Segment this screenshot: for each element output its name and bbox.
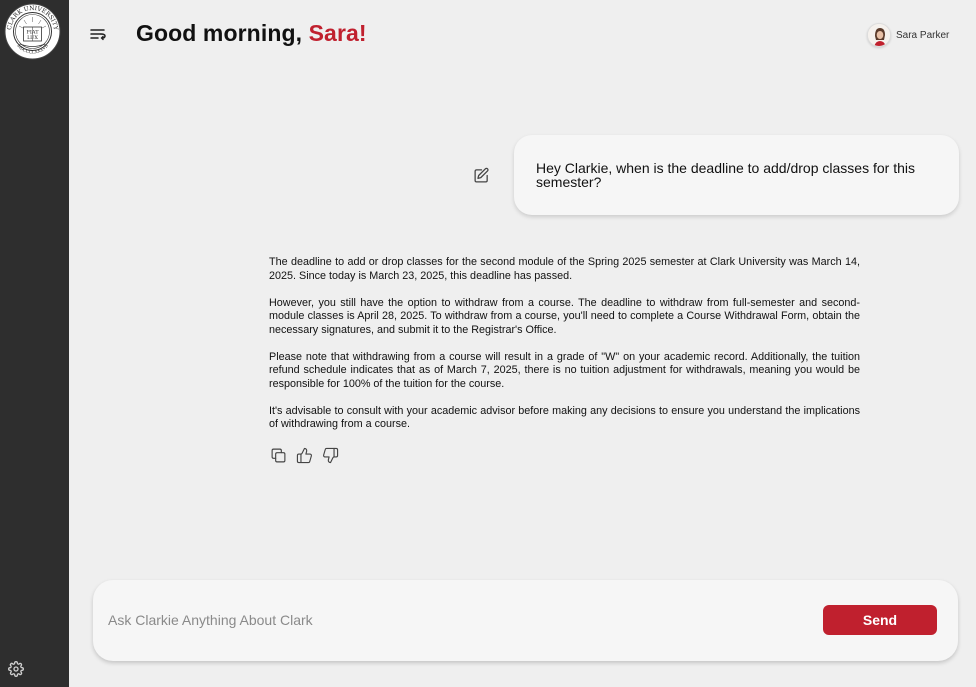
response-paragraph: Please note that withdrawing from a course will result in a grade of "W" on your academic record. Additionally, the tuition refund schedule indicates that as of March 7, 2025, there is no tuition adjustment for withdrawals, meaning you would be responsible for 100% of the tuition for the course. — [269, 350, 860, 390]
thumbs-up-icon[interactable] — [296, 447, 313, 464]
user-message-text: Hey Clarkie, when is the deadline to add/drop classes for this semester? — [536, 160, 915, 190]
thumbs-down-icon[interactable] — [322, 447, 339, 464]
menu-icon[interactable] — [89, 26, 107, 42]
greeting-title — [136, 20, 367, 47]
response-paragraph: The deadline to add or drop classes for the second module of the Spring 2025 semester at Clark University was March 14, 2025. Since today is March 23, 2025, this deadline has passed. — [269, 256, 860, 282]
response-actions — [270, 447, 339, 465]
response-paragraph: However, you still have the option to withdraw from a course. The deadline to withdraw from full-semester and second-module classes is April 28, 2025. To withdraw from a course, you'll need to complete a Course Withdrawal Form, obtain the necessary signatures, and submit it to the Registrar's Office. — [269, 296, 860, 336]
logo-text-top: CLARK UNIVERSITY — [5, 4, 59, 31]
svg-text:LUX: LUX — [27, 35, 38, 41]
greeting-name: Sara! — [308, 20, 367, 46]
user-profile[interactable] — [867, 22, 949, 48]
svg-text:FIAT: FIAT — [26, 29, 39, 36]
sidebar — [0, 0, 69, 687]
response-paragraph: It's advisable to consult with your academic advisor before making any decisions to ensure you understand the implications of withdrawing from a course. — [269, 404, 860, 430]
chat-input[interactable] — [108, 610, 808, 630]
user-name: Sara Parker — [896, 29, 950, 41]
composer — [93, 580, 958, 661]
assistant-response — [269, 256, 860, 445]
clark-university-seal-icon[interactable] — [4, 3, 61, 60]
avatar[interactable] — [867, 23, 891, 47]
logo-year: MDCCCLXXXVII — [15, 43, 50, 56]
greeting-prefix: Good morning, — [136, 20, 309, 46]
copy-icon[interactable] — [270, 447, 287, 464]
send-button[interactable]: Send — [823, 605, 937, 635]
edit-icon[interactable] — [473, 167, 490, 184]
gear-icon[interactable] — [8, 661, 24, 677]
user-message-bubble — [514, 135, 959, 215]
